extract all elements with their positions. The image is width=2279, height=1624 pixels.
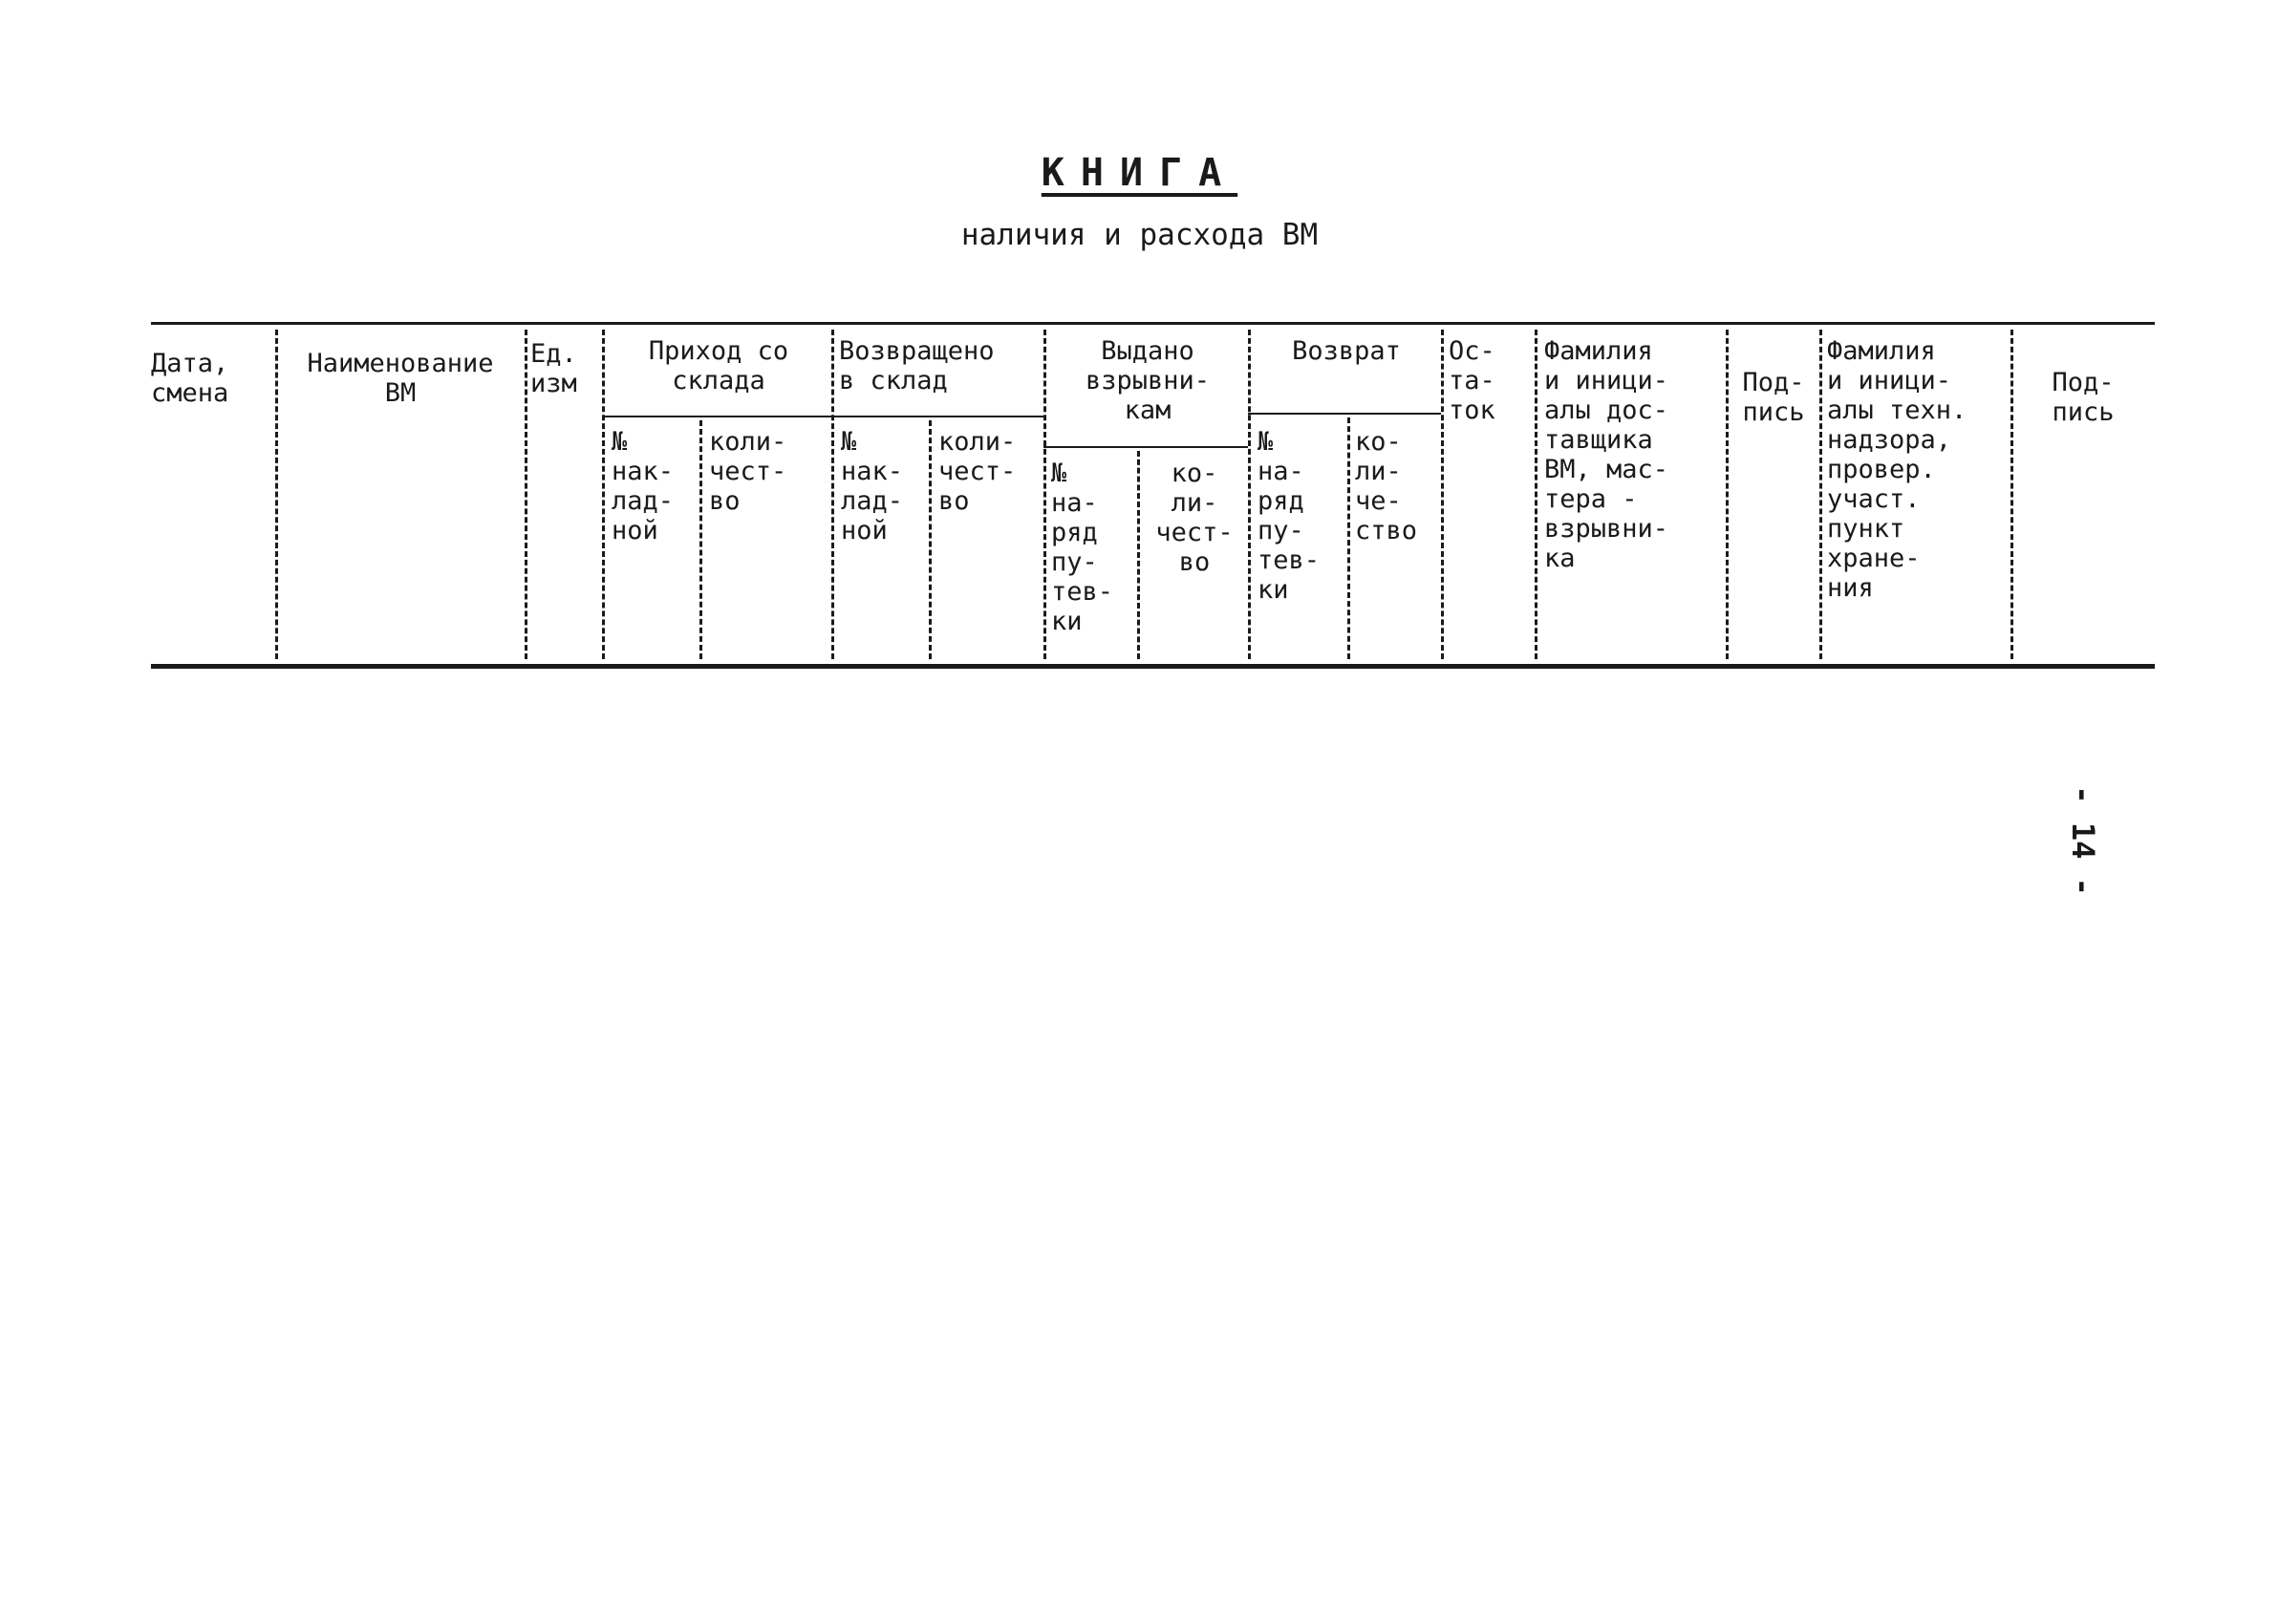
header-name-vm: Наименование ВМ — [307, 349, 494, 408]
header-courier-name: Фамилия и иници- алы дос- тавщика ВМ, мас- тера - взрывни- ка — [1544, 336, 1669, 573]
return-subheader-rule — [1248, 413, 1441, 415]
column-divider — [831, 330, 834, 659]
returned-subheader-rule — [831, 416, 1043, 417]
column-divider — [2010, 330, 2013, 659]
subcolumn-divider — [1137, 451, 1140, 659]
header-income-from-warehouse: Приход со склада — [648, 336, 789, 395]
subcolumn-divider — [1347, 417, 1350, 659]
table-top-border — [151, 322, 2155, 325]
subcolumn-divider — [699, 420, 702, 659]
header-issued-order-no: № на- ряд пу- тев- ки — [1051, 459, 1114, 636]
header-return: Возврат — [1292, 336, 1401, 366]
header-signature-1: Под- пись — [1742, 368, 1805, 427]
header-returned-invoice-no: № нак- лад- ной — [841, 427, 904, 545]
table-bottom-border — [151, 664, 2155, 669]
header-income-quantity: коли- чест- во — [709, 427, 787, 516]
document-subtitle: наличия и расхода ВМ — [960, 218, 1319, 252]
column-divider — [1441, 330, 1444, 659]
column-divider — [275, 330, 278, 659]
header-supervisor-name: Фамилия и иници- алы техн. надзора, провер. участ. пункт хране- ния — [1827, 336, 1967, 603]
income-subheader-rule — [602, 416, 831, 417]
header-returned-quantity: коли- чест- во — [938, 427, 1017, 516]
header-unit: Ед. изм — [530, 339, 577, 398]
document-title: КНИГА — [1041, 151, 1238, 195]
subcolumn-divider — [929, 420, 932, 659]
column-divider — [1043, 330, 1046, 659]
column-divider — [602, 330, 605, 659]
column-divider — [1248, 330, 1251, 659]
header-balance: Ос- та- ток — [1449, 336, 1495, 425]
issued-subheader-rule — [1043, 446, 1248, 448]
header-issued-to-blasters: Выдано взрывни- кам — [1085, 336, 1211, 425]
column-divider — [1535, 330, 1537, 659]
header-issued-quantity: ко- ли- чест- во — [1155, 459, 1234, 577]
header-return-quantity: ко- ли- че- ство — [1355, 427, 1418, 545]
header-date-shift: Дата, смена — [151, 349, 229, 408]
page-number: - 14 - — [2065, 785, 2101, 896]
header-income-invoice-no: № нак- лад- ной — [612, 427, 675, 545]
column-divider — [1819, 330, 1822, 659]
column-divider — [1726, 330, 1729, 659]
header-returned-to-warehouse: Возвращено в склад — [839, 336, 995, 395]
header-return-order-no: № на- ряд пу- тев- ки — [1258, 427, 1321, 605]
column-divider — [525, 330, 527, 659]
header-signature-2: Под- пись — [2052, 368, 2115, 427]
